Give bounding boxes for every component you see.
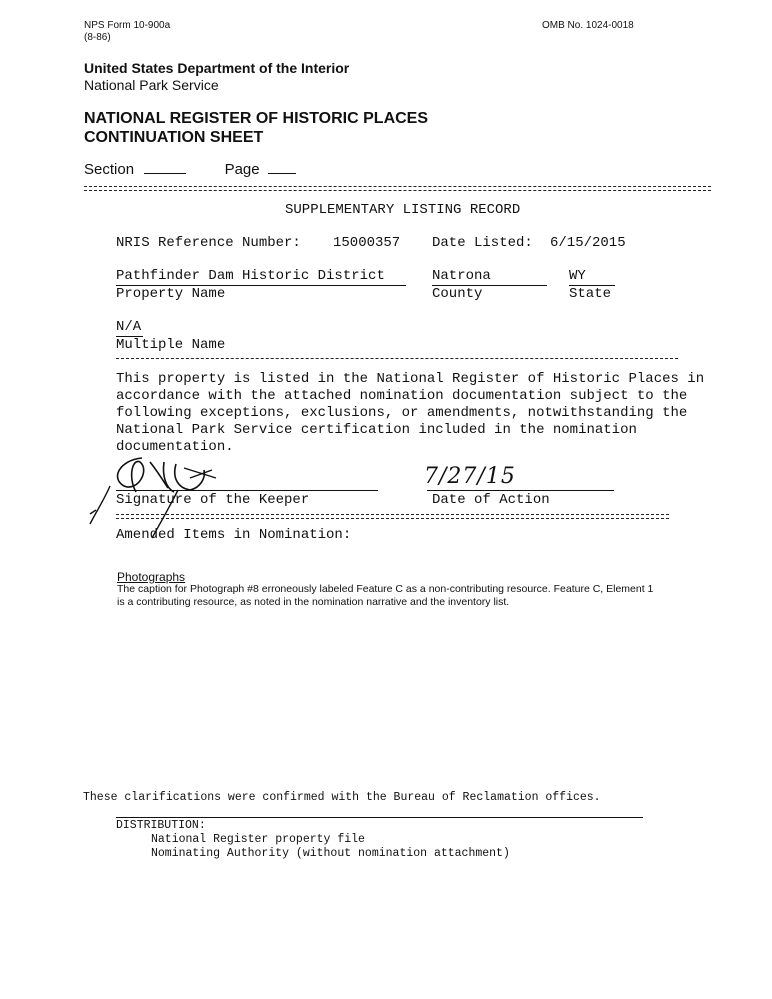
listing-statement: This property is listed in the National Register of Historic Places in accordance with the attached nomination documentation subject to the following exceptions, exclusions, or amendments, notwithstanding the National Park Service certification included in the nomination documentation.	[116, 371, 705, 455]
action-date-label: Date of Action	[432, 492, 550, 508]
header-divider-2	[84, 190, 711, 191]
distribution-item: Nominating Authority (without nomination attachment)	[151, 847, 510, 860]
amended-label: Amended Items in Nomination:	[116, 527, 352, 543]
state-label: State	[569, 286, 612, 302]
amendment-heading: Photographs	[117, 570, 186, 584]
county-label: County	[432, 286, 483, 302]
sheet-subtitle: CONTINUATION SHEET	[84, 129, 264, 146]
section-field	[84, 161, 296, 178]
nris-value: 15000357	[333, 235, 401, 251]
form-number: NPS Form 10-900a	[84, 20, 171, 31]
record-divider	[116, 358, 678, 359]
section-label: Section	[84, 161, 135, 178]
signature-label: Signature of the Keeper	[116, 492, 310, 508]
property-name-label: Property Name	[116, 286, 226, 302]
action-date-handwritten: 7/27/15	[424, 464, 516, 489]
county-value: Natrona	[432, 268, 547, 286]
header-divider	[84, 186, 711, 187]
distribution-item: National Register property file	[151, 833, 365, 846]
distribution-label: DISTRIBUTION:	[116, 819, 206, 832]
state-value: WY	[569, 268, 615, 286]
sheet-title: NATIONAL REGISTER OF HISTORIC PLACES	[84, 110, 429, 127]
record-heading: SUPPLEMENTARY LISTING RECORD	[285, 202, 521, 218]
amended-divider	[116, 514, 669, 515]
department-name: United States Department of the Interior	[84, 60, 350, 76]
distribution-divider	[116, 817, 643, 818]
date-listed-value: 6/15/2015	[550, 235, 626, 251]
multiple-name-label: Multiple Name	[116, 337, 226, 353]
amendment-body: The caption for Photograph #8 erroneously labeled Feature C as a non-contributing resource. Feature C, Element 1 is a contributing resource, as noted in the nomination narrative and the inventory list.	[117, 583, 654, 608]
page-blank	[268, 173, 296, 174]
date-listed-label: Date Listed:	[432, 235, 533, 251]
action-date-line	[427, 490, 614, 491]
service-name: National Park Service	[84, 77, 219, 93]
form-revision: (8-86)	[84, 32, 111, 43]
omb-number: OMB No. 1024-0018	[542, 20, 634, 31]
multiple-name-value: N/A	[116, 319, 142, 335]
property-name-value: Pathfinder Dam Historic District	[116, 268, 406, 286]
nris-label: NRIS Reference Number:	[116, 235, 301, 251]
amended-divider-2	[116, 518, 669, 519]
clarification-note: These clarifications were confirmed with the Bureau of Reclamation offices.	[83, 791, 601, 804]
page-label: Page	[224, 161, 260, 178]
section-blank	[144, 173, 186, 174]
